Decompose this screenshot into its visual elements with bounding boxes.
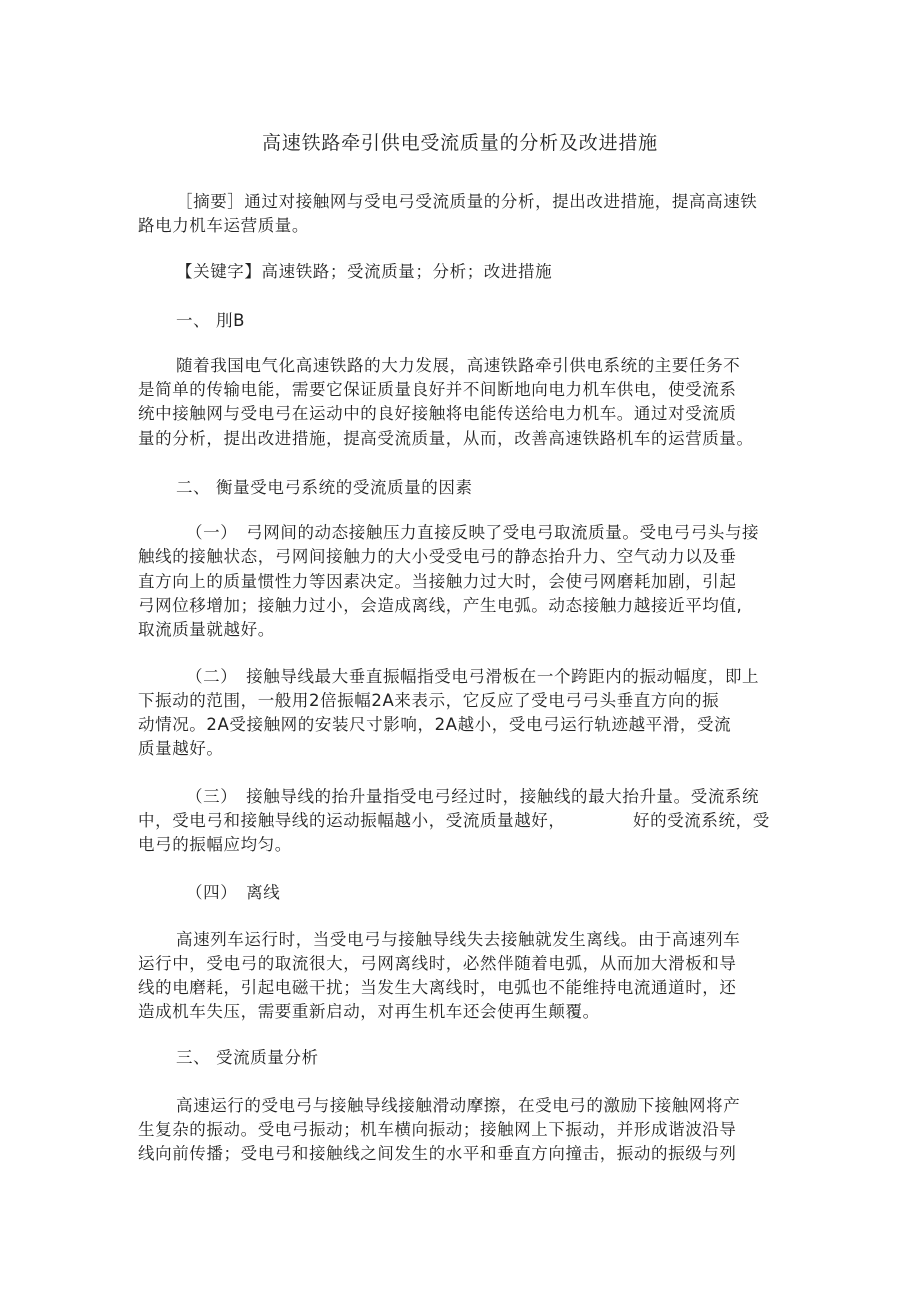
paragraph-line: 电弓的振幅应均匀。 [138, 835, 292, 854]
keywords: 【关键字】高速铁路；受流质量；分析；改进措施 [176, 262, 553, 281]
paragraph-line: 造成机车失压，需要重新启动，对再生机车还会使再生颠覆。 [138, 1002, 600, 1021]
paragraph-line: 统中接触网与受电弓在运动中的良好接触将电能传送给电力机车。通过对受流质 [138, 404, 737, 423]
paragraph-line: 中，受电弓和接触导线的运动振幅越小，受流质量越好， [138, 811, 566, 830]
section-heading: 二、 衡量受电弓系统的受流质量的因素 [176, 478, 473, 497]
paragraph-line: 质量越好。 [138, 739, 224, 758]
paragraph-line: 触线的接触状态，弓网间接触力的大小受受电弓的静态抬升力、空气动力以及垂 [138, 547, 737, 566]
paragraph-line: （三） 接触导线的抬升量指受电弓经过时，接触线的最大抬升量。受流系统 [186, 787, 760, 806]
paragraph-line: 量的分析，提出改进措施，提高受流质量，从而，改善高速铁路机车的运营质量。 [138, 429, 754, 448]
paragraph-line: 线向前传播；受电弓和接触线之间发生的水平和垂直方向撞击，振动的振级与列 [138, 1144, 737, 1163]
paragraph-line: 线的电磨耗，引起电磁干扰；当发生大离线时，电弧也不能维持电流通道时，还 [138, 978, 737, 997]
paragraph-line: 随着我国电气化高速铁路的大力发展，高速铁路牵引供电系统的主要任务不 [176, 356, 741, 375]
abstract-line: 路电力机车运营质量。 [138, 216, 309, 235]
paragraph-line: 好的受流系统，受 [633, 811, 770, 830]
paragraph-line: 动情况。2A受接触网的安装尺寸影响，2A越小，受电弓运行轨迹越平滑，受流 [138, 715, 732, 734]
paragraph-line: 取流质量就越好。 [138, 620, 275, 639]
abstract-line: ［摘要］通过对接触网与受电弓受流质量的分析，提出改进措施，提高高速铁 [176, 192, 758, 211]
paragraph-line: 弓网位移增加；接触力过小，会造成离线，产生电弧。动态接触力越接近平均值, [138, 596, 743, 615]
paragraph-line: 运行中，受电弓的取流很大，弓网离线时，必然伴随着电弧，从而加大滑板和导 [138, 954, 737, 973]
paragraph-line: （二） 接触导线最大垂直振幅指受电弓滑板在一个跨距内的振动幅度，即上 [186, 667, 760, 686]
paragraph-line: 高速运行的受电弓与接触导线接触滑动摩擦，在受电弓的激励下接触网将产 [176, 1096, 741, 1115]
paragraph-line: 下振动的范围，一般用2倍振幅2A来表示，它反应了受电弓弓头垂直方向的振 [138, 691, 720, 710]
paragraph-line: 生复杂的振动。受电弓振动；机车横向振动；接触网上下振动，并形成谐波沿导 [138, 1120, 737, 1139]
section-heading: 三、 受流质量分析 [176, 1048, 319, 1067]
paragraph-line: 直方向上的质量惯性力等因素决定。当接触力过大时，会使弓网磨耗加剧，引起 [138, 572, 737, 591]
paragraph-line: 高速列车运行时，当受电弓与接触导线失去接触就发生离线。由于高速列车 [176, 930, 741, 949]
section-heading: 一、 刖B [176, 311, 246, 330]
paragraph-line: （一） 弓网间的动态接触压力直接反映了受电弓取流质量。受电弓弓头与接 [186, 523, 760, 542]
paragraph-line: 是简单的传输电能，需要它保证质量良好并不间断地向电力机车供电，使受流系 [138, 380, 737, 399]
subsection-heading: （四） 离线 [186, 883, 281, 902]
document-title: 高速铁路牵引供电受流质量的分析及改进措施 [261, 132, 658, 154]
